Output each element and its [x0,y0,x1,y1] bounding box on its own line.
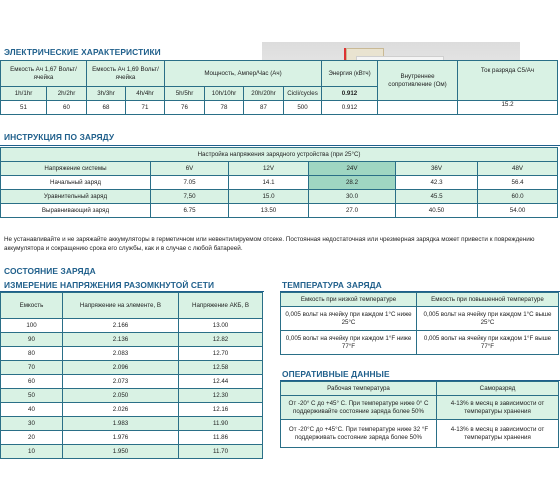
cell: 42.3 [396,176,478,190]
cell: 6V [151,162,229,176]
cell: 14.1 [229,176,309,190]
cell: 2.026 [63,403,179,417]
cell: 24V [309,162,396,176]
table-row [1,162,558,176]
table-row [1,176,558,190]
table-row [1,190,558,204]
sub-3h: 3h/3hr [87,87,126,101]
cell: 12.44 [179,375,263,389]
header-power: Мощность, Ампер/Час (Ач) [165,61,322,87]
state-table [0,292,263,459]
sub-5h: 5h/5hr [165,87,205,101]
cell: 80 [1,347,63,361]
cell: 54.00 [478,204,558,218]
cell: 12.58 [179,361,263,375]
cell: 2.096 [63,361,179,375]
table-row [1,319,263,333]
cell: 56.4 [478,176,558,190]
sub-20h: 20h/20hr [244,87,284,101]
header-energy: Энергия (кВтч) [322,61,378,87]
cell: 40.50 [396,204,478,218]
cell: 2.050 [63,389,179,403]
table-row [1,431,263,445]
cell: 0,005 вольт на ячейку при каждом 1°F выше 77°F [417,331,559,355]
row-label: Напряжение системы [1,162,151,176]
cell: 10 [1,445,63,459]
row-label: Уравнительный заряд [1,190,151,204]
state-subtitle: ИЗМЕРЕНИЕ НАПРЯЖЕНИЯ РАЗОМКНУТОЙ СЕТИ [4,280,215,290]
sub-2h: 2h/2hr [47,87,87,101]
charge-title: ИНСТРУКЦИЯ ПО ЗАРЯДУ [4,132,115,142]
val-10h: 78 [205,101,244,115]
electrical-table [0,60,558,115]
electrical-title: ЭЛЕКТРИЧЕСКИЕ ХАРАКТЕРИСТИКИ [4,47,161,57]
cell: 20 [1,431,63,445]
header-battery-voltage: Напряжение АКБ, В [179,293,263,319]
cell: 2.136 [63,333,179,347]
header-cell-voltage: Напряжение на элементе, В [63,293,179,319]
header-high-temp: Емкость при повышенной температуре [417,293,559,307]
cell: 7,50 [151,190,229,204]
header-capacity-169: Емкость Ач 1,69 Вольт/ячейка [87,61,165,87]
cell: 11.90 [179,417,263,431]
cell: 1.983 [63,417,179,431]
header-capacity-167: Емкость Ач 1,67 Вольт/ячейка [1,61,87,87]
sub-10h: 10h/10hr [205,87,244,101]
cell: 40 [1,403,63,417]
cell: 15.0 [229,190,309,204]
table-row [281,331,559,355]
table-row [1,417,263,431]
val-3h: 68 [87,101,126,115]
cell: 30.0 [309,190,396,204]
cell: 11.70 [179,445,263,459]
cell: 0,005 вольт на ячейку при каждом 1°F ниже 77°F [281,331,417,355]
cell: 100 [1,319,63,333]
state-title: СОСТОЯНИЕ ЗАРЯДА [4,266,96,276]
temperature-table [280,292,559,355]
cell: 12V [229,162,309,176]
cell: 90 [1,333,63,347]
val-1h: 51 [1,101,47,115]
cell: 7.05 [151,176,229,190]
cell: 13.50 [229,204,309,218]
cell: 60.0 [478,190,558,204]
cell: 27.0 [309,204,396,218]
cell: От -20°С до +45°С. При температуре ниже 32 °F поддерживать состояние заряда более 50% [281,420,437,448]
operational-table [280,381,559,448]
sub-4h: 4h/4hr [126,87,165,101]
table-row [281,396,559,420]
cell: 4-13% в месяц в зависимости от температуры хранения [437,396,559,420]
table-row [281,420,559,448]
cell: 11.86 [179,431,263,445]
row-label: Начальный заряд [1,176,151,190]
charge-note: Не устанавливайте и не заряжайте аккумуляторы в герметичном или невентилируемом отсеке. Постоянная недостаточная или чрезмерная зарядка может привести к повреждению аккумулятора и сокращению срока его службы, как и в случае с любой батареей. [4,236,535,253]
cell: 48V [478,162,558,176]
cell: 0,005 вольт на ячейку при каждом 1°C выше 25°C [417,307,559,331]
sub-energy: 0.912 [322,87,378,101]
operational-title: ОПЕРАТИВНЫЕ ДАННЫЕ [282,369,390,379]
val-5h: 76 [165,101,205,115]
header-self-discharge: Саморазряд [437,382,559,396]
cell: 2.083 [63,347,179,361]
table-row [1,347,263,361]
val-2h: 60 [47,101,87,115]
header-resistance: Внутреннее сопротивление (Ом) [378,61,458,101]
sub-1h: 1h/1hr [1,87,47,101]
cell: 6.75 [151,204,229,218]
table-row [1,389,263,403]
charge-table [0,147,558,218]
val-cycles: 500 [284,101,322,115]
header-work-temp: Рабочая температура [281,382,437,396]
table-row [1,361,263,375]
val-discharge: 15.2 [458,101,558,115]
table-row [1,445,263,459]
table-row [1,333,263,347]
cell: 12.30 [179,389,263,403]
cell: 70 [1,361,63,375]
row-label: Выравнивающий заряд [1,204,151,218]
cell: 28.2 [309,176,396,190]
charge-title-underline [0,145,560,146]
val-resistance [378,101,458,115]
val-energy: 0.912 [322,101,378,115]
cell: 4-13% в месяц в зависимости от температуры хранения [437,420,559,448]
table-row [1,204,558,218]
cell: 2.166 [63,319,179,333]
cell: 12.70 [179,347,263,361]
cell: 1.950 [63,445,179,459]
temperature-title: ТЕМПЕРАТУРА ЗАРЯДА [282,280,382,290]
table-row [1,375,263,389]
val-4h: 71 [126,101,165,115]
cell: 45.5 [396,190,478,204]
header-low-temp: Емкость при низкой температуре [281,293,417,307]
cell: 1.976 [63,431,179,445]
header-capacity: Емкость [1,293,63,319]
cell: 30 [1,417,63,431]
table-row [1,403,263,417]
cell: 0,005 вольт на ячейку при каждом 1°C ниже 25°C [281,307,417,331]
sub-cycles: Cicli/cycles [284,87,322,101]
cell: 12.16 [179,403,263,417]
charge-setting-header: Настройка напряжения зарядного устройства (при 25°C) [1,148,558,162]
cell: 12.82 [179,333,263,347]
val-20h: 87 [244,101,284,115]
cell: От -20° С до +45° С. При температуре ниже 0° С поддерживайте состояние заряда более 50% [281,396,437,420]
cell: 60 [1,375,63,389]
table-row [281,307,559,331]
cell: 2.073 [63,375,179,389]
cell: 13.00 [179,319,263,333]
header-discharge: Ток разряда C5/Ач [458,61,558,101]
cell: 50 [1,389,63,403]
cell: 36V [396,162,478,176]
